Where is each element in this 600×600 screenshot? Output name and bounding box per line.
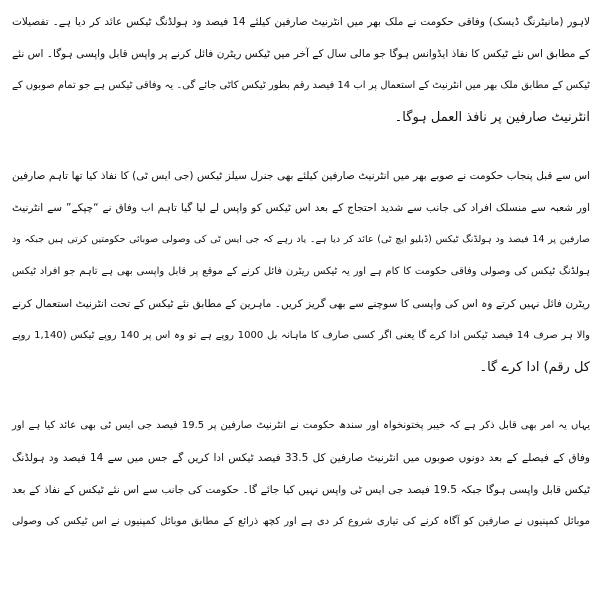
article-line: ٹیکس قابل واپسی ہوگا جبکہ 19.5 فیصد جی ایس ٹی واپس نہیں کیا جائے گا۔ حکومت کی جانب سے اس نئے ٹیکس کے نفاذ کے بعد bbox=[12, 484, 590, 496]
article-line: کل رقم) ادا کرے گا۔ bbox=[479, 360, 590, 375]
article-line: ریٹرن فائل نہیں کرتے وہ اس کی واپسی کا سوچنے سے بھی گریز کریں۔ ماہرین کے مطابق نئے ٹیکس کے تحت انٹرنیٹ استعمال کرنے bbox=[12, 298, 590, 310]
article-line: یہاں یہ امر بھی قابل ذکر ہے کہ خیبر پختونخواہ اور سندھ حکومت نے انٹرنیٹ صارفین پر 19.5 فیصد جی ایس ٹی بھی عائد کیا ہے اور bbox=[12, 420, 591, 431]
article-line: انٹرنیٹ صارفین پر نافذ العمل ہوگا۔ bbox=[394, 110, 590, 125]
paragraph-1 bbox=[12, 6, 590, 134]
article-line: صارفین پر 14 فیصد ود ہولڈنگ ٹیکس (ڈبلیو ایچ ٹی) عائد کر دیا ہے۔ یاد رہے کہ جی ایس ٹی کی وصولی صوبائی حکومتیں کرتی ہیں جبکہ ود bbox=[12, 234, 590, 245]
article-line: اور شعبہ سے منسلک افراد کی جانب سے شدید احتجاج کے بعد اس ٹیکس کو واپس لے لیا گیا تاہم اب وفاق نے “چپکے” سے انٹرنیٹ bbox=[12, 202, 590, 214]
article-line: ٹیکس کے مطابق ملک بھر میں انٹرنیٹ کے استعمال پر اب 14 فیصد رقم بطور ٹیکس کاٹی جائے گی۔ یہ وفاقی ٹیکس ہے جو تمام صوبوں کے bbox=[12, 80, 590, 91]
paragraph-3 bbox=[12, 410, 590, 538]
article-line: اس سے قبل پنجاب حکومت نے صوبے بھر میں انٹرنیٹ صارفین کیلئے بھی جنرل سیلز ٹیکس (جی ایس ٹی) کا نفاذ کیا تھا تاہم صارفین bbox=[12, 170, 590, 182]
paragraph-2 bbox=[12, 160, 590, 384]
article-line: لاہور (مانیٹرنگ ڈیسک) وفاقی حکومت نے ملک بھر میں انٹرنیٹ صارفین کیلئے 14 فیصد ود ہولڈنگ ٹیکس عائد کر دیا ہے۔ تفصیلات bbox=[12, 16, 590, 28]
article-line: موبائل کمپنیوں نے صارفین کو آگاہ کرنے کی تیاری شروع کر دی ہے اور کچھ ذرائع کے مطابق موبائل کمپنیوں نے اس ٹیکس کی وصولی bbox=[12, 516, 590, 527]
article-line: والا ہر صرف 14 فیصد ٹیکس ادا کرے گا یعنی اگر کسی صارف کا ماہانہ بل 1000 روپے ہے تو وہ اس پر 140 روپے ٹیکس (1,140 روپے bbox=[12, 330, 591, 341]
article-line: وفاق کے فیصلے کے بعد دونوں صوبوں میں انٹرنیٹ صارفین کل 33.5 فیصد ٹیکس ادا کریں گے جس میں سے 14 فیصد ود ہولڈنگ bbox=[12, 452, 590, 464]
article-line: ہولڈنگ ٹیکس کی وصولی وفاقی حکومت کا کام ہے اور یہ ٹیکس ریٹرن فائل کرنے کے موقع پر قابل واپسی بھی ہے تاہم جو افراد ٹیکس bbox=[12, 266, 590, 277]
article-line: کے مطابق اس نئے ٹیکس کا نفاذ ایڈوانس ہوگا جو مالی سال کے آخر میں ٹیکس ریٹرن فائل کرنے پر واپس قابل واپسی ہوگا۔ اس نئے bbox=[12, 48, 590, 60]
article-body bbox=[12, 6, 590, 538]
